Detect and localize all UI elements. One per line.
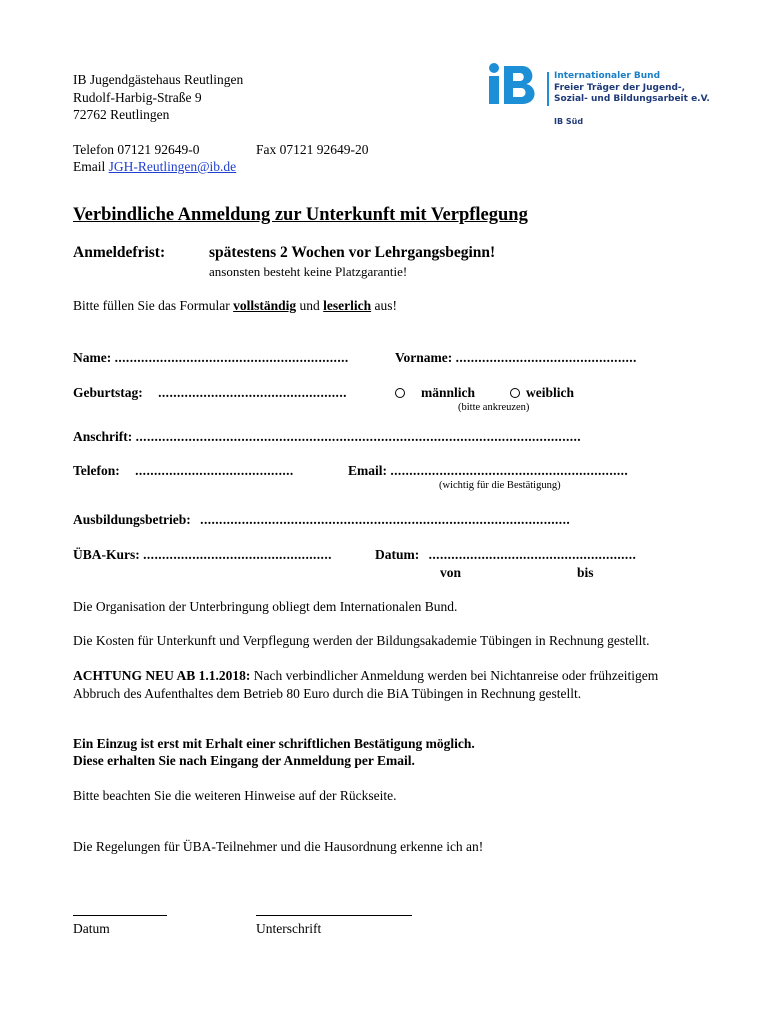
gender-male-option[interactable] bbox=[395, 384, 475, 401]
page-title: Verbindliche Anmeldung zur Unterkunft mit Verpflegung bbox=[73, 205, 528, 225]
sender-phone: Telefon 07121 92649-0 bbox=[73, 142, 200, 157]
instruction-middle: und bbox=[299, 298, 320, 313]
anschrift-label: Anschrift: bbox=[73, 429, 133, 444]
name-label: Name: bbox=[73, 350, 112, 365]
female-radio-icon[interactable] bbox=[510, 388, 520, 398]
notice-paragraph bbox=[73, 667, 703, 702]
name-dots: .............................................................. bbox=[114, 350, 349, 365]
datum-label: Datum: bbox=[375, 547, 420, 562]
vorname-label: Vorname: bbox=[395, 350, 453, 365]
ib-logo-sub: IB Süd bbox=[554, 117, 584, 126]
ib-logo-line1: Internationaler Bund bbox=[554, 71, 661, 81]
signature-line[interactable] bbox=[256, 915, 412, 916]
ib-logo-divider bbox=[547, 72, 549, 106]
gender-female-option[interactable] bbox=[510, 384, 574, 401]
telefon-dots: .......................................... bbox=[135, 463, 294, 478]
date-signature-line[interactable] bbox=[73, 915, 167, 916]
female-label: weiblich bbox=[526, 385, 575, 400]
datum-bis-label: bis bbox=[577, 565, 594, 580]
instruction-legible: leserlich bbox=[323, 298, 372, 313]
datum-von-label: von bbox=[440, 565, 462, 580]
backside-hint: Bitte beachten Sie die weiteren Hinweise auf der Rückseite. bbox=[73, 788, 397, 803]
instruction-suffix: aus! bbox=[374, 298, 397, 313]
ib-logo-mark-icon bbox=[486, 62, 546, 106]
sender-org: IB Jugendgästehaus Reutlingen bbox=[73, 72, 244, 87]
notice-heading: ACHTUNG NEU AB 1.1.2018: bbox=[73, 668, 251, 683]
datum-field[interactable] bbox=[375, 546, 636, 563]
telefon-label: Telefon: bbox=[73, 463, 120, 478]
telefon-field[interactable] bbox=[73, 462, 294, 479]
instruction-complete: vollständig bbox=[233, 298, 297, 313]
ib-logo-line3: Sozial- und Bildungsarbeit e.V. bbox=[554, 94, 710, 104]
betrieb-label: Ausbildungsbetrieb: bbox=[73, 512, 191, 527]
email-dots: ............................................................... bbox=[390, 463, 629, 478]
confirmation-line2: Diese erhalten Sie nach Eingang der Anmeldung per Email. bbox=[73, 753, 415, 768]
email-label: Email: bbox=[348, 463, 387, 478]
anschrift-field[interactable] bbox=[73, 428, 581, 445]
ib-logo-line2: Freier Träger der Jugend-, bbox=[554, 82, 686, 93]
betrieb-dots: .................................................................................................. bbox=[200, 512, 571, 527]
instruction-prefix: Bitte füllen Sie das Formular bbox=[73, 298, 230, 313]
confirmation-line1: Ein Einzug ist erst mit Erhalt einer schriftlichen Bestätigung möglich. bbox=[73, 736, 475, 751]
sender-fax: Fax 07121 92649-20 bbox=[256, 142, 369, 157]
datum-dots: ....................................................... bbox=[428, 547, 637, 562]
sender-email-row bbox=[73, 158, 236, 175]
anschrift-dots: ...................................................................................................................... bbox=[135, 429, 582, 444]
sender-street: Rudolf-Harbig-Straße 9 bbox=[73, 90, 202, 105]
costs-paragraph: Die Kosten für Unterkunft und Verpflegung werden der Bildungsakademie Tübingen in Rechnung gestellt. bbox=[73, 633, 650, 648]
deadline-value: spätestens 2 Wochen vor Lehrgangsbeginn! bbox=[209, 244, 496, 261]
date-signature-label: Datum bbox=[73, 921, 110, 936]
organisation-paragraph: Die Organisation der Unterbringung obliegt dem Internationalen Bund. bbox=[73, 599, 458, 614]
email-field[interactable] bbox=[348, 462, 628, 479]
name-field[interactable] bbox=[73, 349, 349, 366]
kurs-dots: .................................................. bbox=[143, 547, 332, 562]
kurs-field[interactable] bbox=[73, 546, 332, 563]
geburtstag-label: Geburtstag: bbox=[73, 385, 143, 400]
betrieb-field[interactable] bbox=[73, 511, 570, 528]
sender-email-link[interactable]: JGH-Reutlingen@ib.de bbox=[108, 159, 237, 174]
ib-logo-text bbox=[554, 71, 710, 106]
male-label: männlich bbox=[421, 385, 476, 400]
geburtstag-field[interactable] bbox=[73, 384, 347, 401]
vorname-dots: ................................................ bbox=[455, 350, 637, 365]
male-radio-icon[interactable] bbox=[395, 388, 405, 398]
email-hint: (wichtig für die Bestätigung) bbox=[439, 480, 561, 491]
signature-label: Unterschrift bbox=[256, 921, 322, 936]
vorname-field[interactable] bbox=[395, 349, 637, 366]
deadline-label: Anmeldefrist: bbox=[73, 244, 166, 261]
sender-email-label: Email bbox=[73, 159, 106, 174]
gender-hint: (bitte ankreuzen) bbox=[458, 402, 530, 413]
kurs-label: ÜBA-Kurs: bbox=[73, 547, 140, 562]
fill-instruction bbox=[73, 297, 397, 314]
notice-text: Nach verbindlicher Anmeldung werden bei Nichtanreise oder frühzeitigem Abbruch des Aufenthaltes dem Betrieb 80 Euro durch die BiA Tübingen in Rechnung gestellt. bbox=[73, 668, 659, 701]
rules-acceptance: Die Regelungen für ÜBA-Teilnehmer und die Hausordnung erkenne ich an! bbox=[73, 839, 484, 854]
geburtstag-dots: .................................................. bbox=[158, 385, 347, 400]
sender-city: 72762 Reutlingen bbox=[73, 107, 170, 122]
deadline-note: ansonsten besteht keine Platzgarantie! bbox=[209, 264, 408, 279]
